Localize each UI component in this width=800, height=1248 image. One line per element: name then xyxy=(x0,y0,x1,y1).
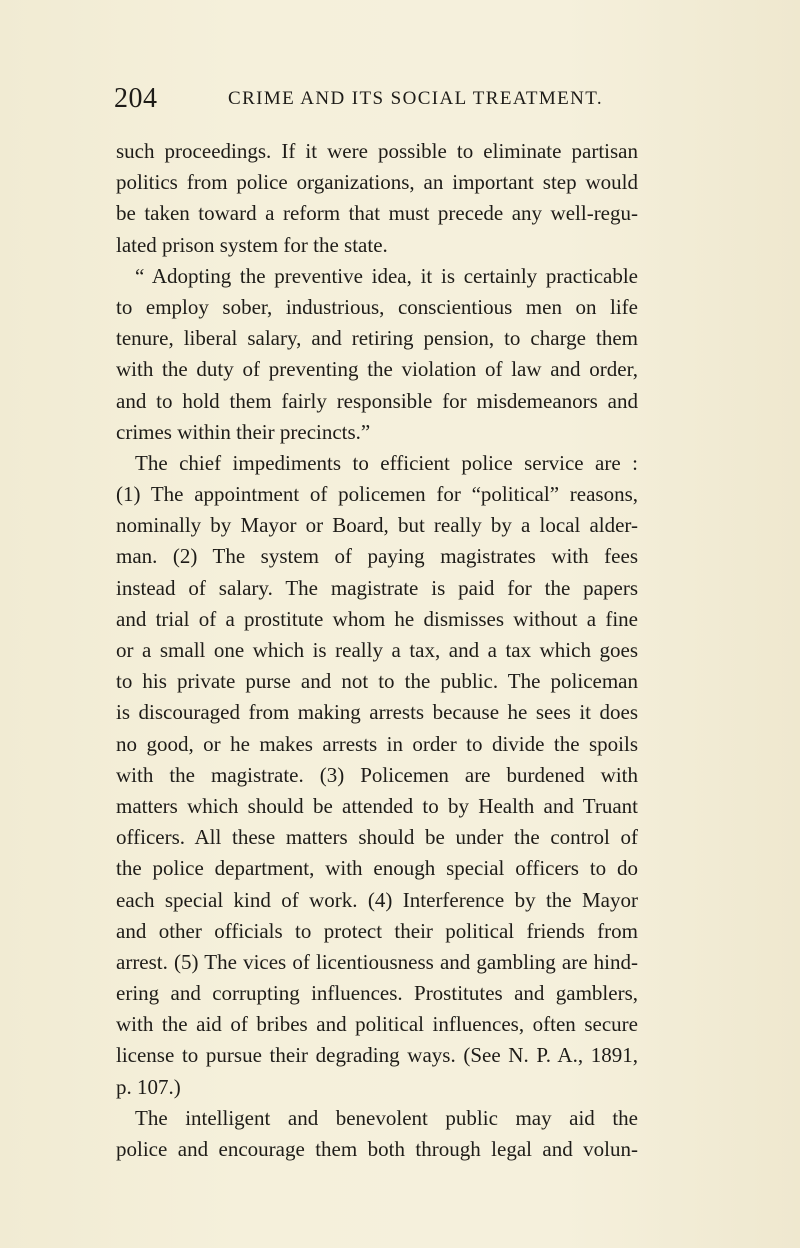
text-line: to his private purse and not to the public. The policeman xyxy=(116,669,638,694)
text-line: and to hold them fairly responsible for misdemeanors and xyxy=(116,388,638,413)
text-line: The chief impediments to efficient police service are : xyxy=(135,450,638,475)
text-line: The intelligent and benevolent public may aid the xyxy=(135,1105,638,1130)
running-title: CRIME AND ITS SOCIAL TREATMENT. xyxy=(228,88,604,109)
text-line: police and encourage them both through legal and volun- xyxy=(116,1137,638,1161)
text-line: with the duty of preventing the violation of law and order, xyxy=(116,357,638,382)
text-line: and trial of a prostitute whom he dismisses without a fine xyxy=(116,606,638,631)
text-line: license to pursue their degrading ways. (See N. P. A., 1891, xyxy=(116,1043,638,1068)
text-line: man. (2) The system of paying magistrates with fees xyxy=(116,544,638,569)
text-line: crimes within their precincts.” xyxy=(116,419,371,444)
text-line: nominally by Mayor or Board, but really by a local alder- xyxy=(116,513,638,538)
text-line: the police department, with enough special officers to do xyxy=(116,856,638,881)
running-head xyxy=(114,82,634,122)
text-line: to employ sober, industrious, conscientious men on life xyxy=(116,294,638,319)
text-line: p. 107.) xyxy=(116,1074,181,1099)
text-line: each special kind of work. (4) Interference by the Mayor xyxy=(116,887,638,912)
text-line: matters which should be attended to by Health and Truant xyxy=(116,793,638,818)
text-line: ering and corrupting influences. Prostitutes and gamblers, xyxy=(116,981,638,1006)
text-line: arrest. (5) The vices of licentiousness and gambling are hind- xyxy=(116,949,638,974)
text-line: “ Adopting the preventive idea, it is certainly practicable xyxy=(135,263,638,288)
text-line: lated prison system for the state. xyxy=(116,232,388,257)
text-line: be taken toward a reform that must precede any well-regu- xyxy=(116,201,638,226)
text-line: and other officials to protect their political friends from xyxy=(116,918,638,943)
text-line: with the magistrate. (3) Policemen are burdened with xyxy=(116,762,638,787)
body-text xyxy=(116,136,638,1165)
text-line: with the aid of bribes and political influences, often secure xyxy=(116,1012,638,1037)
text-line: (1) The appointment of policemen for “political” reasons, xyxy=(116,482,638,507)
text-line: such proceedings. If it were possible to eliminate partisan xyxy=(116,139,638,163)
text-line: or a small one which is really a tax, and a tax which goes xyxy=(116,638,638,662)
text-line: politics from police organizations, an important step would xyxy=(116,170,638,195)
text-line: instead of salary. The magistrate is paid for the papers xyxy=(116,575,638,600)
text-line: officers. All these matters should be under the control of xyxy=(116,825,638,850)
page-number: 204 xyxy=(114,83,158,114)
text-line: no good, or he makes arrests in order to divide the spoils xyxy=(116,731,638,756)
text-line: is discouraged from making arrests because he sees it does xyxy=(116,700,638,725)
text-line: tenure, liberal salary, and retiring pension, to charge them xyxy=(116,326,638,351)
